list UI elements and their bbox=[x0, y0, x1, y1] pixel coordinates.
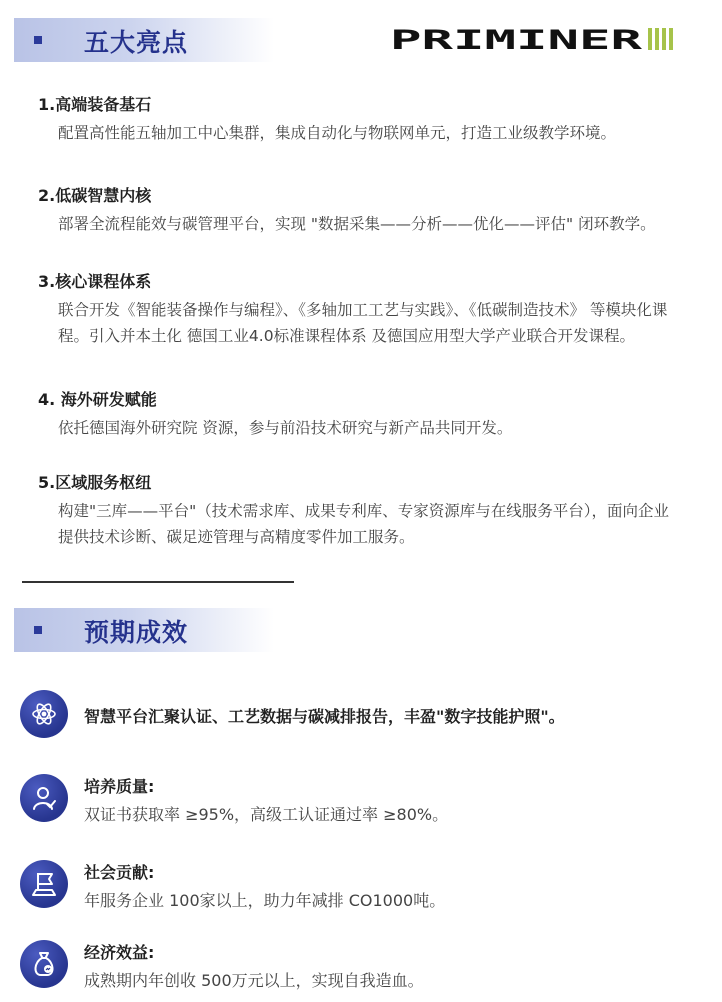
highlight-heading: 5.区域服务枢纽 bbox=[38, 473, 152, 492]
person-icon bbox=[20, 774, 68, 822]
section-title: 五大亮点 bbox=[84, 28, 189, 57]
result-text: 成熟期内年创收 500万元以上，实现自我造血。 bbox=[84, 971, 424, 990]
highlight-heading: 4. 海外研发赋能 bbox=[38, 390, 157, 409]
result-text: 年服务企业 100家以上，助力年减排 CO1000吨。 bbox=[84, 891, 446, 910]
podium-icon bbox=[20, 860, 68, 908]
result-title: 智慧平台汇聚认证、工艺数据与碳减排报告，丰盈"数字技能护照"。 bbox=[84, 707, 565, 726]
result-title: 社会贡献: bbox=[84, 863, 155, 882]
highlight-item-4 bbox=[38, 389, 688, 441]
highlight-body: 依托德国海外研究院 资源，参与前沿技术研究与新产品共同开发。 bbox=[58, 419, 513, 437]
result-item-4 bbox=[20, 940, 700, 988]
highlight-body: 部署全流程能效与碳管理平台，实现 "数据采集——分析——优化——评估" 闭环教学。 bbox=[58, 215, 656, 233]
section-title: 预期成效 bbox=[84, 618, 189, 647]
section-divider bbox=[22, 581, 294, 583]
atom-icon bbox=[20, 690, 68, 738]
result-title: 经济效益: bbox=[84, 943, 155, 962]
result-item-2 bbox=[20, 774, 700, 822]
highlight-item-2 bbox=[38, 185, 688, 237]
highlight-item-3 bbox=[38, 271, 688, 349]
result-text: 双证书获取率 ≥95%，高级工认证通过率 ≥80%。 bbox=[84, 805, 449, 824]
highlight-heading: 3.核心课程体系 bbox=[38, 272, 152, 291]
highlight-item-1 bbox=[38, 94, 688, 146]
priminer-logo bbox=[390, 26, 680, 52]
result-item-1 bbox=[20, 690, 700, 738]
highlight-item-5 bbox=[38, 472, 688, 550]
section-banner-highlights bbox=[14, 18, 274, 62]
section-banner-outcomes bbox=[14, 608, 274, 652]
highlight-body: 配置高性能五轴加工中心集群，集成自动化与物联网单元，打造工业级教学环境。 bbox=[58, 124, 617, 142]
result-item-3 bbox=[20, 860, 700, 908]
highlight-heading: 1.高端装备基石 bbox=[38, 95, 152, 114]
banner-square-icon bbox=[34, 626, 42, 634]
highlight-body: 联合开发《智能装备操作与编程》、《多轴加工工艺与实践》、《低碳制造技术》 等模块化课程。引入并本土化 德国工业4.0标准课程体系 及德国应用型大学产业联合开发课程。 bbox=[58, 301, 668, 345]
svg-text:PRIMINER: PRIMINER bbox=[390, 26, 644, 52]
highlight-heading: 2.低碳智慧内核 bbox=[38, 186, 152, 205]
result-title: 培养质量: bbox=[84, 777, 155, 796]
banner-square-icon bbox=[34, 36, 42, 44]
highlight-body: 构建"三库——平台"（技术需求库、成果专利库、专家资源库与在线服务平台），面向企业提供技术诊断、碳足迹管理与高精度零件加工服务。 bbox=[58, 502, 670, 546]
money-bag-icon bbox=[20, 940, 68, 988]
